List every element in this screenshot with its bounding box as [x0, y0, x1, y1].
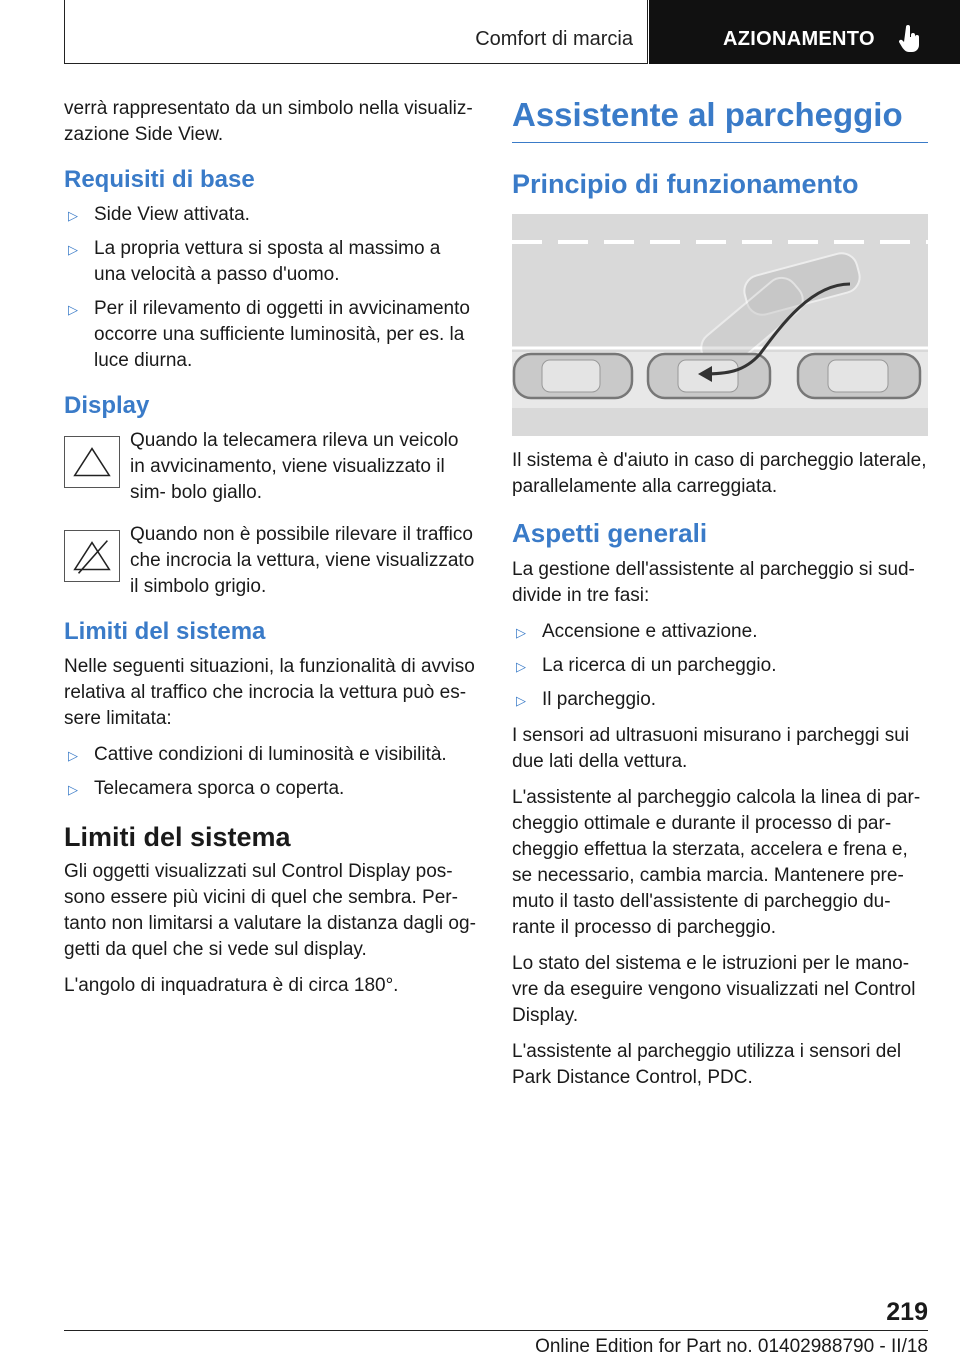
list-item: ▷ Side View attivata. — [64, 202, 476, 228]
principle-heading: Principio di funzionamento — [512, 169, 859, 199]
parking-assistant-title: Assistente al parcheggio — [512, 96, 928, 143]
triangle-bullet-icon: ▷ — [516, 625, 526, 640]
warning-triangle-icon — [64, 436, 120, 488]
page-header — [0, 0, 960, 66]
limits-list — [64, 742, 476, 802]
limits-paragraph: Nelle seguenti situazioni, la funzionalità di avviso relativa al traffico che incrocia la vettura può es‐ sere limitata: — [64, 656, 475, 729]
triangle-bullet-icon: ▷ — [68, 242, 78, 257]
list-item: ▷ Telecamera sporca o coperta. — [64, 776, 476, 802]
header-chapter-label: AZIONAMENTO — [723, 28, 875, 50]
triangle-bullet-icon: ▷ — [68, 208, 78, 223]
page-number: 219 — [886, 1298, 928, 1326]
requirements-heading: Requisiti di base — [64, 166, 255, 193]
angle-paragraph: L'angolo di inquadratura è di circa 180°. — [64, 975, 399, 996]
list-item: ▷ Cattive condizioni di luminosità e visibilità. — [64, 742, 476, 768]
crossed-triangle-icon — [64, 530, 120, 582]
list-item: ▷ Accensione e attivazione. — [512, 619, 928, 645]
list-item: ▷ La propria vettura si sposta al massimo a una velocità a passo d'uomo. — [68, 238, 441, 285]
triangle-bullet-icon: ▷ — [516, 659, 526, 674]
intro-paragraph: verrà rappresentato da un simbolo nella visualiz‐ zazione Side View. — [64, 98, 473, 145]
list-item: ▷ Il parcheggio. — [512, 687, 928, 713]
triangle-bullet-icon: ▷ — [68, 748, 78, 763]
system-limits-paragraph: Gli oggetti visualizzati sul Control Display pos‐ sono essere più vicini di quel che sembra. Per‐ tanto non limitarsi a valutare la distanza dagli og‐ getti da quel che si vede sul display. — [64, 861, 476, 960]
triangle-bullet-icon: ▷ — [516, 693, 526, 708]
figure-caption: Il sistema è d'aiuto in caso di parcheggio laterale, parallelamente alla carreggiata. — [512, 450, 927, 497]
header-section-title: Comfort di marcia — [475, 28, 633, 50]
display-entry — [64, 428, 476, 506]
pdc-paragraph: L'assistente al parcheggio utilizza i sensori del Park Distance Control, PDC. — [512, 1041, 902, 1088]
triangle-bullet-icon: ▷ — [68, 302, 78, 317]
limits-heading: Limiti del sistema — [64, 618, 266, 645]
parking-illustration — [512, 214, 928, 436]
right-column — [512, 96, 928, 1101]
display-heading: Display — [64, 392, 150, 419]
display-entry — [64, 522, 476, 600]
parking-line-paragraph: L'assistente al parcheggio calcola la linea di par‐ cheggio ottimale e durante il processo di par‐ cheggio effettua la sterzata, accelera e frena e, se necessario, cambia marcia. Mantenere pre‐ muto il tasto dell'assistente di parcheggio du‐ rante il processo di parcheggio. — [512, 787, 921, 938]
list-item: ▷ La ricerca di un parcheggio. — [512, 653, 928, 679]
parking-diagram — [512, 214, 928, 436]
system-limits-heading: Limiti del sistema — [64, 822, 291, 852]
pointing-hand-icon — [899, 25, 921, 53]
list-item: ▷ Per il rilevamento di oggetti in avvicinamento occorre una sufficiente luminosità, per es. la luce diurna. — [68, 298, 470, 371]
header-section-box — [64, 0, 648, 64]
phases-list — [512, 619, 928, 713]
requirements-list — [64, 202, 476, 374]
system-status-paragraph: Lo stato del sistema e le istruzioni per le mano‐ vre da eseguire vengono visualizzati nel Control Display. — [512, 953, 916, 1026]
edition-note: Online Edition for Part no. 01402988790 - II/18 — [535, 1336, 928, 1357]
display-text: Quando non è possibile rilevare il traffico che incrocia la vettura, viene visualizzato il simbolo grigio. — [130, 524, 475, 597]
general-heading: Aspetti generali — [512, 518, 708, 548]
sensors-paragraph: I sensori ad ultrasuoni misurano i parcheggi sui due lati della vettura. — [512, 725, 910, 772]
header-chapter-tab[interactable] — [649, 0, 960, 64]
general-intro: La gestione dell'assistente al parcheggio si sud‐ divide in tre fasi: — [512, 559, 915, 606]
triangle-bullet-icon: ▷ — [68, 782, 78, 797]
display-text: Quando la telecamera rileva un veicolo in avvicinamento, viene visualizzato il sim‐ bolo giallo. — [130, 430, 459, 503]
left-column — [64, 96, 476, 1009]
footer-divider — [64, 1330, 928, 1331]
